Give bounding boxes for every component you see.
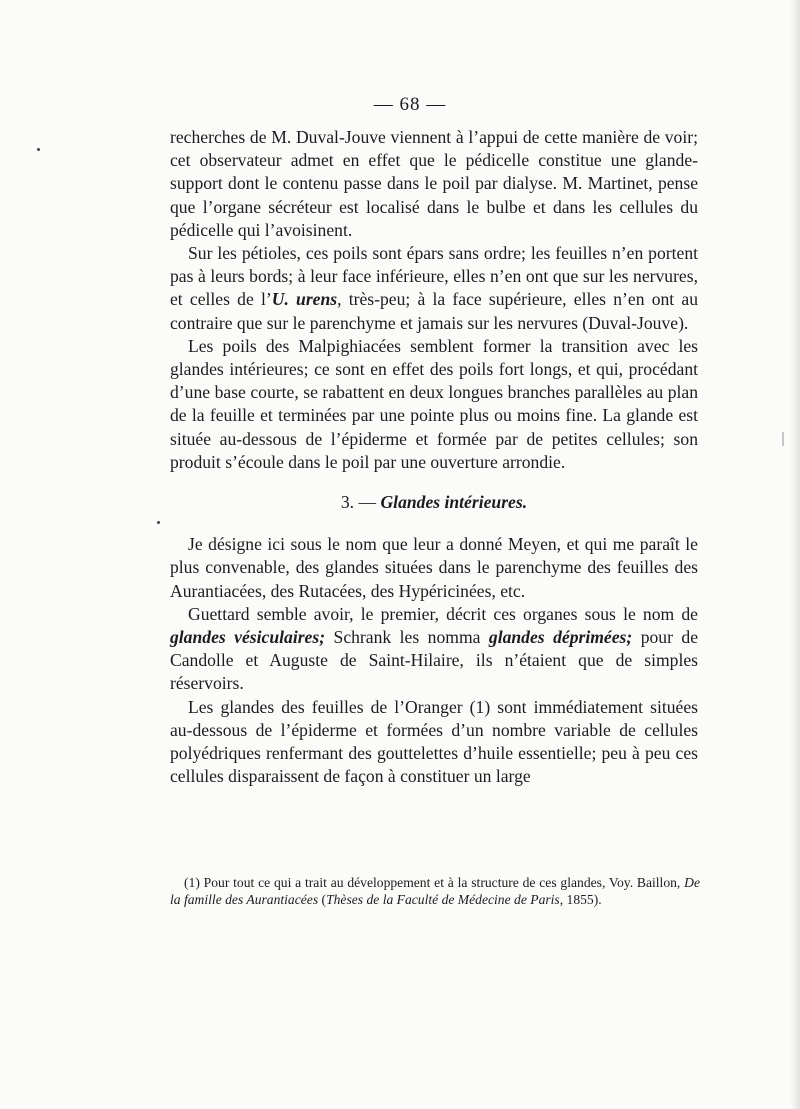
text-run: Les poils des Malpighiacées semblent former la transition avec les glandes intérieures; ce sont en effet des poils fort longs, et qui, procédant d’une base courte, se rabattent en deux longues branches parallèles au plan de la feuille et terminées par une pointe plus ou moins fine. La glande est située au-dessous de l’épiderme et formée par de petites cellules; son produit s’écoule dans le poil par une ouverture arrondie. <box>170 335 698 472</box>
stray-mark <box>157 521 160 524</box>
page-number: — 68 — <box>373 94 447 115</box>
paragraph-p1 <box>170 126 698 242</box>
paragraph-p5 <box>170 603 698 696</box>
text-run: Guettard semble avoir, le premier, décrit ces organes sous le nom de <box>188 603 698 624</box>
footnote-italic-text: De la famille des Aurantiacées <box>170 875 700 907</box>
footnote-text-run: , 1855). <box>559 892 602 907</box>
italic-text: glandes vésiculaires; <box>170 627 326 648</box>
paragraphs-before <box>170 126 698 474</box>
text-run: Les glandes des feuilles de l’Oranger (1) sont immédiatement situées au-dessous de l’épiderme et formées d’un nombre variable de cellules polyédriques renfermant des gouttelettes d’huile essentielle; peu à peu ces cellules disparaissent de façon à constituer un large <box>170 696 698 787</box>
paragraph-p6 <box>170 696 698 789</box>
footnote-text-run: ( <box>318 892 327 907</box>
text-run: Schrank les nomma <box>325 627 489 648</box>
section-number: 3. — <box>340 492 377 513</box>
text-run: Je désigne ici sous le nom que leur a donné Meyen, et qui me paraît le plus convenable, des glandes situées dans le parenchyme des feuilles des Aurantiacées, des Rutacées, des Hypéricinées, etc. <box>170 534 698 601</box>
paragraphs-after <box>170 533 698 788</box>
footnote <box>170 874 700 908</box>
italic-text: U. urens <box>271 289 338 310</box>
page-edge-shadow <box>790 0 800 1109</box>
section-heading <box>170 491 698 514</box>
paragraph-p4 <box>170 533 698 603</box>
text-run: Sur les pétioles, ces poils sont épars sans ordre; les feuilles n’en portent pas à leurs bords; à leur face inférieure, elles n’en ont que sur les nervures, et celles de l’ <box>170 243 698 310</box>
footnote-text-run: (1) Pour tout ce qui a trait au développement et à la structure de ces glandes, Voy. Baillon, <box>184 875 685 890</box>
footnote-text <box>170 874 700 908</box>
text-run: recherches de M. Duval-Jouve viennent à l’appui de cette manière de voir; cet observateur admet en effet que le pédicelle constitue une glande-support dont le contenu passe dans le poil par dialyse. M. Martinet, pense que l’organe sécréteur est localisé dans le bulbe et dans les cellules du pédicelle qui l’avoisinent. <box>170 127 698 240</box>
italic-text: glandes déprimées; <box>488 627 633 648</box>
paragraph-p2 <box>170 242 698 335</box>
stray-mark <box>37 148 40 151</box>
text-run: , très-peu; à la face supérieure, elles n’en ont au contraire que sur le parenchyme et jamais sur les nervures (Duval-Jouve). <box>170 289 699 333</box>
bleed-through-mark <box>782 432 784 446</box>
body-text <box>170 126 698 788</box>
section-title: Glandes intérieures. <box>380 492 528 513</box>
text-run: pour de Candolle et Auguste de Saint-Hilaire, ils n’étaient que de simples réservoirs. <box>170 627 699 694</box>
footnote-italic-text: Thèses de la Faculté de Médecine de Paris <box>326 892 560 907</box>
paragraph-p3 <box>170 335 698 474</box>
